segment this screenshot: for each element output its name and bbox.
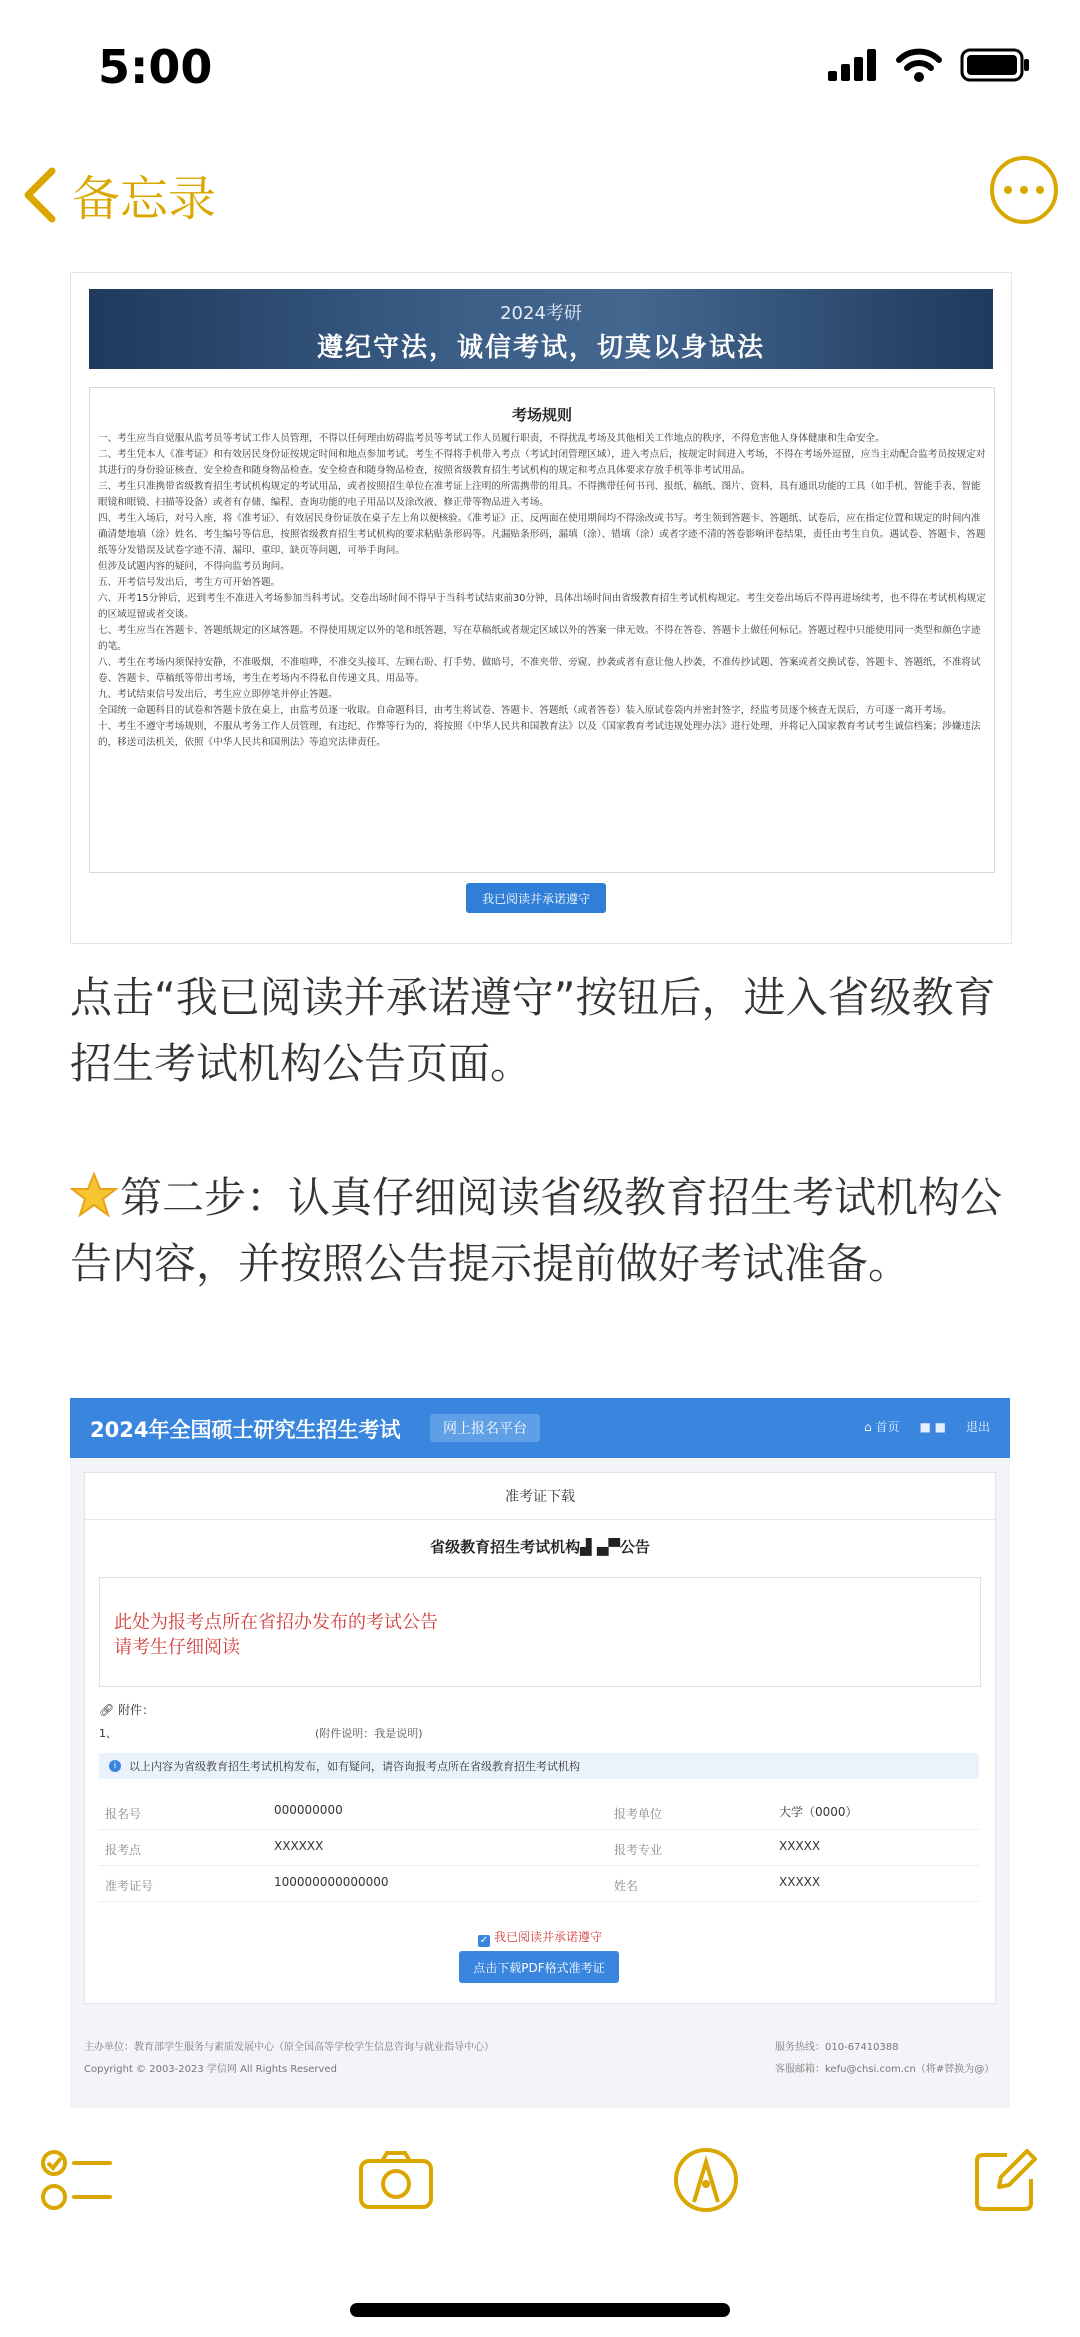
rule-line: 五、开考信号发出后，考生方可开始答题。 xyxy=(98,577,281,588)
rule-line: 全国统一命题科目的试卷和答题卡放在桌上，由监考员逐一收取。自命题科目，由考生将试卷、答题卡、答题纸（或者答卷）装入原试卷袋内并密封签字，经监考员逐个核查无误后，方可逐一离开考场。 xyxy=(98,705,952,716)
more-icon-dot xyxy=(1036,186,1044,194)
row-label: 报名号 xyxy=(105,1807,142,1821)
note-paragraph-1: 点击“我已阅读并承诺遵守”按钮后，进入省级教育招生考试机构公告页面。 xyxy=(70,973,996,1088)
home-indicator[interactable] xyxy=(350,2303,730,2317)
exam-banner xyxy=(89,289,993,369)
checkbox-checked-icon: ✓ xyxy=(479,1935,489,1946)
note-paragraph-2 xyxy=(70,1165,1030,1297)
chevron-left-icon xyxy=(22,167,58,223)
row-value: XXXXX xyxy=(779,1875,821,1889)
row-label: 姓名 xyxy=(614,1879,639,1893)
user-name: ■ ■ xyxy=(919,1419,946,1434)
more-button[interactable] xyxy=(990,156,1058,224)
row-label: 报考专业 xyxy=(614,1843,663,1857)
footer-copyright: Copyright © 2003-2023 学信网 All Rights Reserved xyxy=(84,2064,337,2075)
agree-checkbox-label: 我已阅读并承诺遵守 xyxy=(493,1930,602,1944)
compose-icon xyxy=(973,2147,1039,2213)
home-icon: ⌂ xyxy=(864,1420,872,1434)
attachment-description: (附件说明：我是说明) xyxy=(315,1727,423,1740)
info-bar xyxy=(99,1753,979,1779)
footer-email: 客服邮箱：kefu@chsi.com.cn（将#替换为@） xyxy=(775,2064,995,2075)
platform-badge: 网上报名平台 xyxy=(430,1414,540,1442)
markup-button[interactable] xyxy=(666,2140,746,2220)
back-label: 备忘录 xyxy=(72,171,217,227)
checklist-button[interactable] xyxy=(36,2140,116,2220)
rule-line: 九、考试结束信号发出后，考生应立即停笔并停止答题。 xyxy=(98,689,338,700)
more-icon-dot xyxy=(1020,186,1028,194)
rules-body xyxy=(90,425,994,751)
rule-line: 三、考生只准携带省级教育招生考试机构规定的考试用品，或者按照招生单位在准考证上注明的所需携带的用具。不得携带任何书刊、报纸、稿纸、图片、资料，具有通讯功能的工具（如手机、智能手表、智能眼镜和眼镜、扫描等设备）或者有存储、编程、查询功能的电子用品以及涂改液、修正带等物品进入考场。 xyxy=(98,481,981,508)
site-header xyxy=(70,1398,1010,1458)
table-row xyxy=(99,1831,979,1866)
rules-title: 考场规则 xyxy=(511,406,572,424)
notice-line-1: 此处为报考点所在省招办发布的考试公告 xyxy=(114,1612,438,1633)
row-value: 000000000 xyxy=(274,1803,343,1817)
notice-box xyxy=(99,1577,981,1687)
card-title: 准考证下载 xyxy=(85,1473,995,1520)
header-links xyxy=(864,1418,990,1435)
attachment-item: 1、 xyxy=(99,1727,117,1740)
compose-button[interactable] xyxy=(966,2140,1046,2220)
rule-line: 八、考生在考场内须保持安静，不准吸烟，不准喧哗，不准交头接耳、左顾右盼、打手势、做暗号，不准夹带、旁窥、抄袭或者有意让他人抄袭，不准传抄试题、答案或者交换试卷、答题卡、答题纸，不准将试卷、答题卡、草稿纸等带出考场，考生在考场内不得私自传递文具、用品等。 xyxy=(98,657,981,684)
banner-title: 遵纪守法，诚信考试，切莫以身试法 xyxy=(316,333,765,363)
download-pdf-button-image: 点击下载PDF格式准考证 xyxy=(459,1951,619,1983)
attachment-label xyxy=(99,1701,154,1718)
embedded-image-admission-ticket xyxy=(70,1398,1010,2108)
rule-line: 六、开考15分钟后，迟到考生不准进入考场参加当科考试。交卷出场时间不得早于当科考试结束前30分钟，具体出场时间由省级教育招生考试机构规定。考生交卷出场后不得再进场续考，也不得在考试机构规定的区域逗留或者交谈。 xyxy=(98,593,986,620)
info-text: 以上内容为省级教育招生考试机构发布，如有疑问，请咨询报考点所在省级教育招生考试机构 xyxy=(129,1760,580,1773)
row-label: 报考单位 xyxy=(614,1807,663,1821)
rule-line: 十、考生不遵守考场规则，不服从考务工作人员管理，有违纪、作弊等行为的，将按照《中华人民共和国教育法》以及《国家教育考试违规处理办法》进行处理，并将记入国家教育考试考生诚信档案；涉嫌违法的，移送司法机关，依照《中华人民共和国刑法》等追究法律责任。 xyxy=(98,721,981,748)
embedded-image-exam-rules xyxy=(70,272,1012,944)
row-label: 准考证号 xyxy=(105,1879,154,1893)
ticket-card xyxy=(84,1472,996,2004)
site-title: 2024年全国硕士研究生招生考试 xyxy=(90,1418,401,1442)
rule-line: 一、考生应当自觉服从监考员等考试工作人员管理，不得以任何理由妨碍监考员等考试工作人员履行职责，不得扰乱考场及其他相关工作地点的秩序，不得危害他人身体健康和生命安全。 xyxy=(98,433,885,444)
more-icon xyxy=(1004,186,1012,194)
checklist-icon xyxy=(40,2147,112,2213)
step-two-text: 第二步：认真仔细阅读省级教育招生考试机构公告内容，并按照公告提示提前做好考试准备。 xyxy=(70,1173,1003,1288)
bottom-toolbar xyxy=(0,2120,1080,2260)
table-row xyxy=(99,1795,979,1830)
back-button[interactable] xyxy=(22,160,216,229)
rule-line: 但涉及试题内容的疑问，不得向监考员询问。 xyxy=(98,561,290,572)
rules-box xyxy=(89,387,995,873)
camera-button[interactable] xyxy=(356,2140,436,2220)
banner-subtitle: 2024考研 xyxy=(500,303,582,324)
logout-link: 退出 xyxy=(965,1420,990,1434)
notice-line-2: 请考生仔细阅读 xyxy=(114,1637,240,1658)
glowing-star-icon xyxy=(70,1172,118,1218)
agree-checkbox-line xyxy=(85,1928,995,1947)
footer-hotline: 服务热线：010-67410388 xyxy=(775,2042,899,2053)
nav-bar xyxy=(0,150,1080,260)
cellular-signal-icon xyxy=(828,49,878,81)
row-value: 100000000000000 xyxy=(274,1875,389,1889)
row-label: 报考点 xyxy=(105,1843,142,1857)
notice-text xyxy=(100,1578,980,1660)
info-icon: i xyxy=(109,1760,121,1772)
status-icons xyxy=(828,48,1030,82)
camera-icon xyxy=(358,2149,434,2211)
footer-host: 主办单位：教育部学生服务与素质发展中心（原全国高等学校学生信息咨询与就业指导中心） xyxy=(84,2042,494,2053)
status-bar xyxy=(0,0,1080,140)
row-value: XXXXX xyxy=(779,1839,821,1853)
rule-line: 四、考生入场后，对号入座，将《准考证》、有效居民身份证放在桌子左上角以便核验。《准考证》正、反两面在使用期间均不得涂改或书写。考生领到答题卡、答题纸、试卷后，应在指定位置和规定的时间内准确清楚地填（涂）姓名、考生编号等信息，按照省级教育招生考试机构的要求粘贴条形码等。凡漏贴条形码，漏填（涂）、错填（涂）或者字迹不清的答卷影响评卷结果，责任由考生自负。遇试卷、答题卡、答题纸等分发错误及试卷字迹不清、漏印、重印、缺页等问题，可举手询问。 xyxy=(98,513,986,556)
row-value: XXXXXX xyxy=(274,1839,324,1853)
status-time: 5:00 xyxy=(98,40,213,94)
battery-icon xyxy=(960,48,1030,82)
table-row xyxy=(99,1867,979,1902)
notice-title: 省级教育招生考试机构▟ ▄▀公告 xyxy=(430,1538,650,1556)
pen-markup-icon xyxy=(672,2146,740,2214)
rule-line: 二、考生凭本人《准考证》和有效居民身份证按规定时间和地点参加考试。考生不得将手机带入考点（考试封闭管理区域），进入考点后，按规定时间进入考场，不得在考场外逗留，应当主动配合监考员按规定对其进行的身份验证核查、安全检查和随身物品检查。安全检查和随身物品检查，按照省级教育招生考试机构的规定和考点具体要求存放手机等非考试用品。 xyxy=(98,449,986,476)
wifi-icon xyxy=(896,48,942,82)
paperclip-icon: 🔗︎ xyxy=(99,1703,115,1717)
home-link xyxy=(864,1418,899,1435)
row-value: 大学（0000） xyxy=(779,1805,858,1819)
home-link-label: 首页 xyxy=(875,1420,900,1434)
agree-button-image: 我已阅读并承诺遵守 xyxy=(466,883,606,913)
rule-line: 七、考生应当在答题卡、答题纸规定的区域答题。不得使用规定以外的笔和纸答题，写在草稿纸或者规定区域以外的答案一律无效。不得在答卷、答题卡上做任何标记。答题过程中只能使用同一类型和颜色字迹的笔。 xyxy=(98,625,981,652)
attachment-label-text: 附件： xyxy=(118,1703,155,1717)
